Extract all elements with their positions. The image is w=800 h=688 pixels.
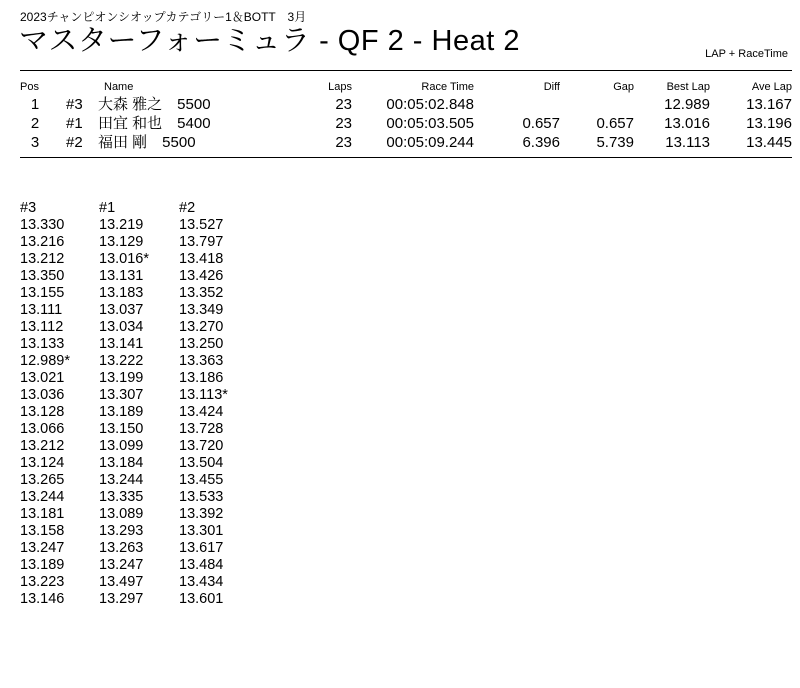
lap-time-cell: 13.133 (20, 336, 65, 352)
column-header-gap: Gap (613, 81, 634, 93)
lap-time-cell: 13.016* (99, 251, 149, 267)
result-pos: 3 (30, 134, 40, 151)
lap-time-cell: 13.184 (99, 455, 144, 471)
lap-time-cell: 13.426 (179, 268, 224, 284)
lap-time-cell: 13.089 (99, 506, 144, 522)
result-number: #2 (66, 134, 83, 151)
lap-time-cell: 13.455 (179, 472, 224, 488)
lap-time-cell: 13.158 (20, 523, 65, 539)
result-diff: 6.396 (522, 134, 560, 151)
result-laps: 23 (335, 96, 352, 113)
lap-time-cell: 13.533 (179, 489, 224, 505)
result-laps: 23 (335, 115, 352, 132)
lap-time-cell: 13.141 (99, 336, 144, 352)
lap-time-cell: 13.099 (99, 438, 144, 454)
lap-time-cell: 13.617 (179, 540, 224, 556)
column-header-best-lap: Best Lap (666, 81, 710, 93)
lap-time-cell: 13.037 (99, 302, 144, 318)
lap-time-cell: 13.189 (20, 557, 65, 573)
lap-time-cell: 13.111 (20, 302, 63, 318)
lap-time-cell: 13.021 (20, 370, 65, 386)
lap-time-cell: 13.216 (20, 234, 65, 250)
lap-time-cell: 13.297 (99, 591, 144, 607)
lap-time-cell: 13.720 (179, 438, 224, 454)
lap-time-cell: 13.066 (20, 421, 65, 437)
lap-time-cell: 13.352 (179, 285, 224, 301)
result-gap: 5.739 (596, 134, 634, 151)
column-header-name: Name (104, 81, 134, 93)
lap-time-cell: 13.330 (20, 217, 65, 233)
result-row (20, 95, 792, 114)
lap-time-cell: 13.797 (179, 234, 224, 250)
event-title: 2023チャンピオンシオップカテゴリー1＆BOTT 3月 (20, 10, 307, 24)
column-header-race-time: Race Time (421, 81, 474, 93)
lap-time-cell: 13.497 (99, 574, 144, 590)
lap-time-cell: 13.250 (179, 336, 224, 352)
result-name: 福田 剛 5500 (98, 134, 196, 151)
lap-column-header: #2 (179, 200, 196, 216)
column-header-diff: Diff (543, 81, 560, 93)
result-name: 大森 雅之 5500 (98, 96, 211, 113)
column-header-ave-lap: Ave Lap (751, 81, 792, 93)
lap-time-cell: 12.989* (20, 353, 70, 369)
lap-time-cell: 13.307 (99, 387, 144, 403)
lap-time-cell: 13.128 (20, 404, 65, 420)
lap-time-cell: 13.349 (179, 302, 224, 318)
lap-time-cell: 13.112 (20, 319, 64, 335)
lap-time-cell: 13.131 (99, 268, 144, 284)
lap-time-cell: 13.212 (20, 438, 65, 454)
result-number: #1 (66, 115, 83, 132)
lap-time-cell: 13.301 (179, 523, 224, 539)
result-race-time: 00:05:09.244 (386, 134, 474, 151)
lap-time-cell: 13.293 (99, 523, 144, 539)
lap-time-cell: 13.222 (99, 353, 144, 369)
result-race-time: 00:05:02.848 (386, 96, 474, 113)
lap-time-cell: 13.124 (20, 455, 65, 471)
lap-time-cell: 13.350 (20, 268, 65, 284)
lap-time-cell: 13.247 (99, 557, 144, 573)
lap-time-cell: 13.392 (179, 506, 224, 522)
column-header-laps: Laps (328, 81, 352, 93)
report-type-label: LAP + RaceTime (705, 48, 788, 60)
lap-time-cell: 13.434 (179, 574, 224, 590)
result-number: #3 (66, 96, 83, 113)
lap-time-cell: 13.034 (99, 319, 144, 335)
result-row (20, 114, 792, 133)
lap-time-cell: 13.155 (20, 285, 65, 301)
result-laps: 23 (335, 134, 352, 151)
lap-time-cell: 13.113* (179, 387, 228, 403)
lap-time-cell: 13.181 (20, 506, 65, 522)
result-row (20, 133, 792, 152)
result-best-lap: 12.989 (664, 96, 710, 113)
lap-time-cell: 13.212 (20, 251, 65, 267)
column-header-pos: Pos (20, 81, 39, 93)
lap-time-cell: 13.363 (179, 353, 224, 369)
lap-time-cell: 13.150 (99, 421, 144, 437)
lap-time-cell: 13.270 (179, 319, 224, 335)
lap-column-header: #1 (99, 200, 116, 216)
lap-time-cell: 13.129 (99, 234, 144, 250)
lap-time-cell: 13.504 (179, 455, 224, 471)
result-pos: 1 (30, 96, 40, 113)
lap-time-cell: 13.424 (179, 404, 224, 420)
result-ave-lap: 13.167 (746, 96, 792, 113)
lap-time-cell: 13.219 (99, 217, 144, 233)
lap-time-cell: 13.265 (20, 472, 65, 488)
result-best-lap: 13.016 (664, 115, 710, 132)
lap-time-cell: 13.418 (179, 251, 224, 267)
lap-time-cell: 13.263 (99, 540, 144, 556)
result-best-lap: 13.113 (665, 134, 710, 151)
lap-time-cell: 13.244 (20, 489, 65, 505)
result-pos: 2 (30, 115, 40, 132)
result-ave-lap: 13.196 (746, 115, 792, 132)
header-rule (20, 70, 792, 71)
lap-time-cell: 13.199 (99, 370, 144, 386)
lap-time-cell: 13.036 (20, 387, 65, 403)
result-diff: 0.657 (522, 115, 560, 132)
lap-column-header: #3 (20, 200, 37, 216)
result-gap: 0.657 (596, 115, 634, 132)
lap-time-cell: 13.244 (99, 472, 144, 488)
results-header-row (20, 79, 792, 95)
results-bottom-rule (20, 157, 792, 158)
lap-time-cell: 13.484 (179, 557, 224, 573)
results-table (20, 79, 792, 152)
lap-time-cell: 13.186 (179, 370, 224, 386)
result-ave-lap: 13.445 (746, 134, 792, 151)
lap-time-cell: 13.728 (179, 421, 224, 437)
result-race-time: 00:05:03.505 (386, 115, 474, 132)
lap-time-cell: 13.527 (179, 217, 224, 233)
lap-time-cell: 13.601 (179, 591, 224, 607)
lap-time-cell: 13.183 (99, 285, 144, 301)
race-title: マスターフォーミュラ - QF 2 - Heat 2 (19, 25, 520, 57)
result-name: 田宜 和也 5400 (98, 115, 211, 132)
lap-time-cell: 13.189 (99, 404, 144, 420)
lap-time-cell: 13.335 (99, 489, 144, 505)
lap-time-cell: 13.146 (20, 591, 65, 607)
lap-time-cell: 13.247 (20, 540, 65, 556)
lap-time-cell: 13.223 (20, 574, 65, 590)
